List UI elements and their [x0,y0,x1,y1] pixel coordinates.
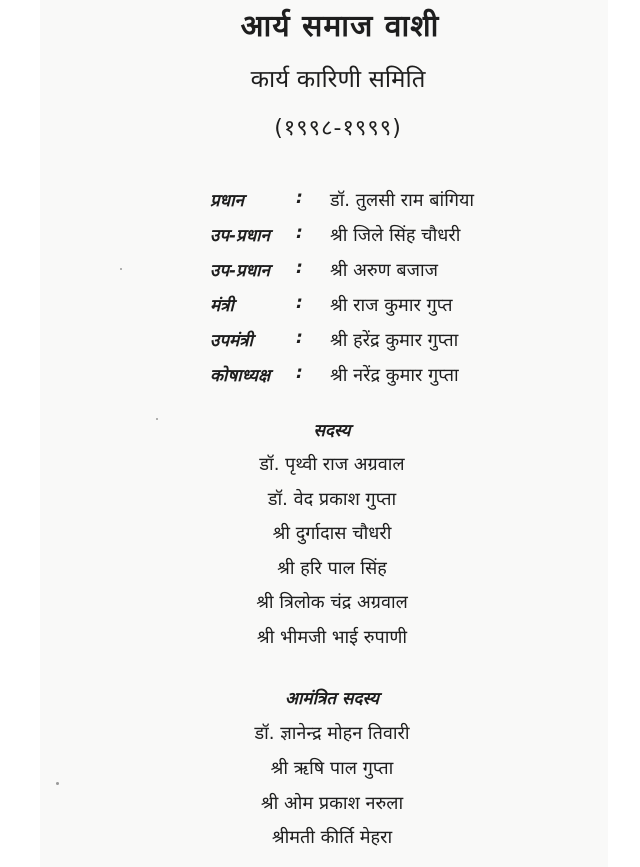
member-name: श्री हरि पाल सिंह [277,558,387,579]
officer-row [0,258,640,292]
document-subtitle: कार्य कारिणी समिति [250,65,426,93]
officer-row [0,363,640,397]
officer-name: श्री हरेंद्र कुमार गुप्ता [330,330,459,351]
officer-role: मंत्री [210,296,234,316]
officer-row [0,223,640,257]
role-separator: : [296,223,303,243]
role-separator: : [296,363,303,383]
role-separator: : [296,188,303,208]
scan-speck [156,418,158,420]
officer-role: कोषाध्यक्ष [210,366,271,386]
invited-member-name: श्री ओम प्रकाश नरुला [260,793,404,814]
member-name: डॉ. पृथ्वी राज अग्रवाल [259,454,405,475]
officer-row [0,328,640,362]
role-separator: : [296,293,303,313]
invited-members-heading: आमंत्रित सदस्य [285,689,379,709]
invited-member-name: श्री ऋषि पाल गुप्ता [270,758,394,779]
scan-speck [56,782,59,785]
members-heading: सदस्य [313,421,351,441]
role-separator: : [296,328,303,348]
officers-list [0,188,640,398]
officer-role: उपमंत्री [210,331,253,351]
officer-name: डॉ. तुलसी राम बांगिया [330,190,475,211]
document-years: (१९९८-१९९९) [274,116,402,141]
role-separator: : [296,258,303,278]
member-name: श्री दुर्गादास चौधरी [272,523,392,544]
document-title: आर्य समाज वाशी [240,9,440,44]
officer-name: श्री अरुण बजाज [330,260,439,281]
officer-row [0,188,640,222]
officer-name: श्री नरेंद्र कुमार गुप्ता [330,365,459,386]
member-name: श्री त्रिलोक चंद्र अग्रवाल [256,592,408,613]
invited-member-name: श्रीमती कीर्ति मेहरा [271,827,393,848]
officer-role: उप-प्रधान [210,261,270,281]
scan-speck [120,268,122,270]
invited-member-name: डॉ. ज्ञानेन्द्र मोहन तिवारी [254,723,410,744]
officer-role: प्रधान [210,191,244,211]
member-name: डॉ. वेद प्रकाश गुप्ता [267,489,397,510]
member-name: श्री भीमजी भाई रुपाणी [256,627,408,648]
officer-role: उप-प्रधान [210,226,270,246]
officer-name: श्री जिले सिंह चौधरी [330,225,461,246]
officer-row [0,293,640,327]
officer-name: श्री राज कुमार गुप्त [330,295,453,316]
